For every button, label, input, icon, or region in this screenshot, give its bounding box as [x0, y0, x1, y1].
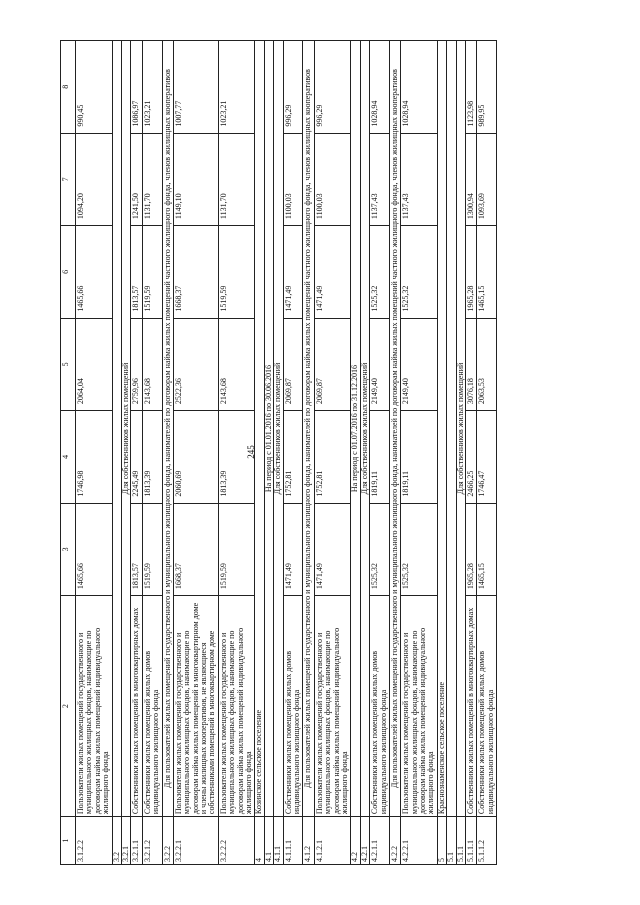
section-heading: Для собственников жилых помещений — [456, 41, 465, 817]
row-label: Пользователи жилых помещений государственного и муниципального жилищных фондов, нанимающие по договорам найма жилых помещений индивидуального жилищного фонда — [76, 596, 113, 817]
section-heading: На период с 01.01.2016 по 30.06.2016 — [264, 41, 273, 817]
value-cell: 1965,28 — [466, 503, 477, 596]
value-cell: 1965,28 — [466, 226, 477, 319]
section-heading: Для пользователей жилых помещений государственного и муниципального жилищного фонда, нанимателей по договорам найма жилых помещений частного жилищного фонда, членов жилищных кооперативов — [162, 41, 173, 817]
value-cell: 2522,36 — [173, 318, 218, 411]
value-cell: 1086,97 — [131, 41, 142, 134]
row-number: 4 — [255, 817, 264, 865]
row-label: Собственники жилых помещений в многоквартирных домах — [131, 596, 142, 817]
value-cell: 1300,94 — [466, 133, 477, 226]
value-cell: 1023,21 — [142, 41, 162, 134]
table-row — [303, 41, 314, 865]
row-number: 5.1 — [447, 817, 456, 865]
tariff-table — [60, 40, 497, 865]
row-number: 4.2.1.1 — [370, 817, 390, 865]
header-cell: 6 — [61, 226, 76, 319]
row-number: 5.1.1.1 — [466, 817, 477, 865]
row-label: Собственники жилых помещений жилых домов индивидуального жилищного фонда — [370, 596, 390, 817]
table-row — [447, 41, 456, 865]
table-row — [173, 41, 218, 865]
value-cell: 1813,39 — [142, 411, 162, 504]
section-heading: На период с 01.07.2016 по 31.12.2016 — [351, 41, 360, 817]
row-number: 4.1.2.1 — [314, 817, 351, 865]
section-heading: Краснознаменское сельское поселение — [437, 41, 446, 817]
value-cell: 1465,66 — [76, 226, 113, 319]
section-heading — [447, 41, 456, 817]
table-row — [162, 41, 173, 865]
value-cell: 3076,18 — [466, 318, 477, 411]
value-cell: 1471,49 — [314, 503, 351, 596]
table-header-row — [61, 41, 76, 865]
value-cell: 1471,49 — [283, 226, 303, 319]
value-cell: 1094,20 — [76, 133, 113, 226]
value-cell: 1241,50 — [131, 133, 142, 226]
row-label: Пользователи жилых помещений государственного и муниципального жилищных фондов, нанимающие по договорам найма жилых помещений индивидуального жилищного фонда — [401, 596, 438, 817]
row-number: 3.2 — [112, 817, 121, 865]
header-cell: 7 — [61, 133, 76, 226]
value-cell: 1131,70 — [218, 133, 255, 226]
table-row — [360, 41, 369, 865]
value-cell: 1149,10 — [173, 133, 218, 226]
table-row — [466, 41, 477, 865]
value-cell: 1137,43 — [370, 133, 390, 226]
row-number: 5.1.1 — [456, 817, 465, 865]
value-cell: 1525,32 — [370, 503, 390, 596]
header-cell: 2 — [61, 596, 76, 817]
table-row — [477, 41, 497, 865]
header-cell: 3 — [61, 503, 76, 596]
value-cell: 1471,49 — [314, 226, 351, 319]
value-cell: 1525,32 — [401, 503, 438, 596]
row-label: Собственники жилых помещений жилых домов индивидуального жилищного фонда — [477, 596, 497, 817]
value-cell: 1813,57 — [131, 503, 142, 596]
value-cell: 1123,98 — [466, 41, 477, 134]
table-row — [142, 41, 162, 865]
value-cell: 1813,57 — [131, 226, 142, 319]
value-cell: 1137,43 — [401, 133, 438, 226]
value-cell: 1752,81 — [314, 411, 351, 504]
table-row — [314, 41, 351, 865]
row-number: 4.2.2 — [389, 817, 400, 865]
value-cell: 996,29 — [283, 41, 303, 134]
value-cell: 2069,87 — [314, 318, 351, 411]
value-cell: 1471,49 — [283, 503, 303, 596]
table-row — [255, 41, 264, 865]
table-row — [351, 41, 360, 865]
value-cell: 1746,47 — [477, 411, 497, 504]
table-row — [389, 41, 400, 865]
value-cell: 2143,68 — [142, 318, 162, 411]
row-number: 4.2.1 — [360, 817, 369, 865]
value-cell: 1752,81 — [283, 411, 303, 504]
value-cell: 1519,59 — [142, 226, 162, 319]
header-cell: 5 — [61, 318, 76, 411]
section-heading: Для собственников жилых помещений — [274, 41, 283, 817]
row-number: 3.2.1.2 — [142, 817, 162, 865]
value-cell: 1100,03 — [314, 133, 351, 226]
table-row — [456, 41, 465, 865]
table-row — [218, 41, 255, 865]
row-label: Собственники жилых помещений жилых домов индивидуального жилищного фонда — [283, 596, 303, 817]
value-cell: 1131,70 — [142, 133, 162, 226]
value-cell: 1519,59 — [218, 503, 255, 596]
row-label: Собственники жилых помещений жилых домов индивидуального жилищного фонда — [142, 596, 162, 817]
value-cell: 1746,98 — [76, 411, 113, 504]
row-number: 3.2.2.2 — [218, 817, 255, 865]
row-number: 4.1 — [264, 817, 273, 865]
page-number: 245 — [246, 445, 256, 459]
row-number: 4.1.2 — [303, 817, 314, 865]
row-number: 3.1.2.2 — [76, 817, 113, 865]
header-cell: 8 — [61, 41, 76, 134]
table-row — [131, 41, 142, 865]
value-cell: 1525,32 — [370, 226, 390, 319]
row-number: 4.2.2.1 — [401, 817, 438, 865]
row-number: 3.2.1 — [121, 817, 130, 865]
value-cell: 990,45 — [76, 41, 113, 134]
section-heading: Козинское сельское поселение — [255, 41, 264, 817]
row-label: Пользователи жилых помещений государственного и муниципального жилищных фондов, нанимающие по договорам найма жилых помещений индивидуального жилищного фонда — [218, 596, 255, 817]
value-cell: 2063,53 — [477, 318, 497, 411]
row-number: 4.1.1.1 — [283, 817, 303, 865]
value-cell: 1525,32 — [401, 226, 438, 319]
value-cell: 2759,96 — [131, 318, 142, 411]
value-cell: 1813,39 — [218, 411, 255, 504]
table-row — [121, 41, 130, 865]
row-number: 3.2.2 — [162, 817, 173, 865]
value-cell: 2060,69 — [173, 411, 218, 504]
rotated-document — [60, 40, 615, 865]
value-cell: 2143,68 — [218, 318, 255, 411]
value-cell: 1519,59 — [142, 503, 162, 596]
value-cell: 1668,37 — [173, 503, 218, 596]
header-cell: 1 — [61, 817, 76, 865]
row-number: 4.2 — [351, 817, 360, 865]
value-cell: 1465,15 — [477, 503, 497, 596]
value-cell: 1465,66 — [76, 503, 113, 596]
section-heading: Для пользователей жилых помещений государственного и муниципального жилищного фонда, нанимателей по договорам найма жилых помещений частного жилищного фонда, членов жилищных кооперативов — [303, 41, 314, 817]
table-row — [76, 41, 113, 865]
value-cell: 1100,03 — [283, 133, 303, 226]
value-cell: 2069,87 — [283, 318, 303, 411]
row-number: 3.2.1.1 — [131, 817, 142, 865]
value-cell: 1519,59 — [218, 226, 255, 319]
value-cell: 1668,37 — [173, 226, 218, 319]
value-cell: 1028,94 — [401, 41, 438, 134]
value-cell: 2149,40 — [401, 318, 438, 411]
row-label: Пользователи жилых помещений государственного и муниципального жилищных фондов, нанимающие по договорам найма жилых помещений индивидуального жилищного фонда — [314, 596, 351, 817]
table-row — [437, 41, 446, 865]
value-cell: 1093,69 — [477, 133, 497, 226]
value-cell: 1819,11 — [370, 411, 390, 504]
row-number: 5 — [437, 817, 446, 865]
row-label: Пользователи жилых помещений государственного и муниципального жилищных фондов, нанимающие по договорам найма жилых помещений в многоквартирном доме и члены жилищных кооперативов, не являющиеся собственниками помещений в многоквартирном доме — [173, 596, 218, 817]
table-row — [283, 41, 303, 865]
section-heading: Для пользователей жилых помещений государственного и муниципального жилищного фонда, нанимателей по договорам найма жилых помещений частного жилищного фонда, членов жилищных кооперативов — [389, 41, 400, 817]
row-label: Собственники жилых помещений в многоквартирных домах — [466, 596, 477, 817]
value-cell: 1023,21 — [218, 41, 255, 134]
table-row — [274, 41, 283, 865]
value-cell: 1819,11 — [401, 411, 438, 504]
value-cell: 2149,40 — [370, 318, 390, 411]
value-cell: 989,95 — [477, 41, 497, 134]
value-cell: 1465,15 — [477, 226, 497, 319]
table-row — [370, 41, 390, 865]
value-cell: 2466,25 — [466, 411, 477, 504]
value-cell: 996,29 — [314, 41, 351, 134]
row-number: 3.2.2.1 — [173, 817, 218, 865]
section-heading: Для собственников жилых помещений — [360, 41, 369, 817]
value-cell: 2064,04 — [76, 318, 113, 411]
value-cell: 2245,49 — [131, 411, 142, 504]
header-cell: 4 — [61, 411, 76, 504]
table-row — [401, 41, 438, 865]
value-cell: 1028,94 — [370, 41, 390, 134]
section-heading: Для собственников жилых помещений — [121, 41, 130, 817]
value-cell: 1007,77 — [173, 41, 218, 134]
row-number: 4.1.1 — [274, 817, 283, 865]
row-number: 5.1.1.2 — [477, 817, 497, 865]
